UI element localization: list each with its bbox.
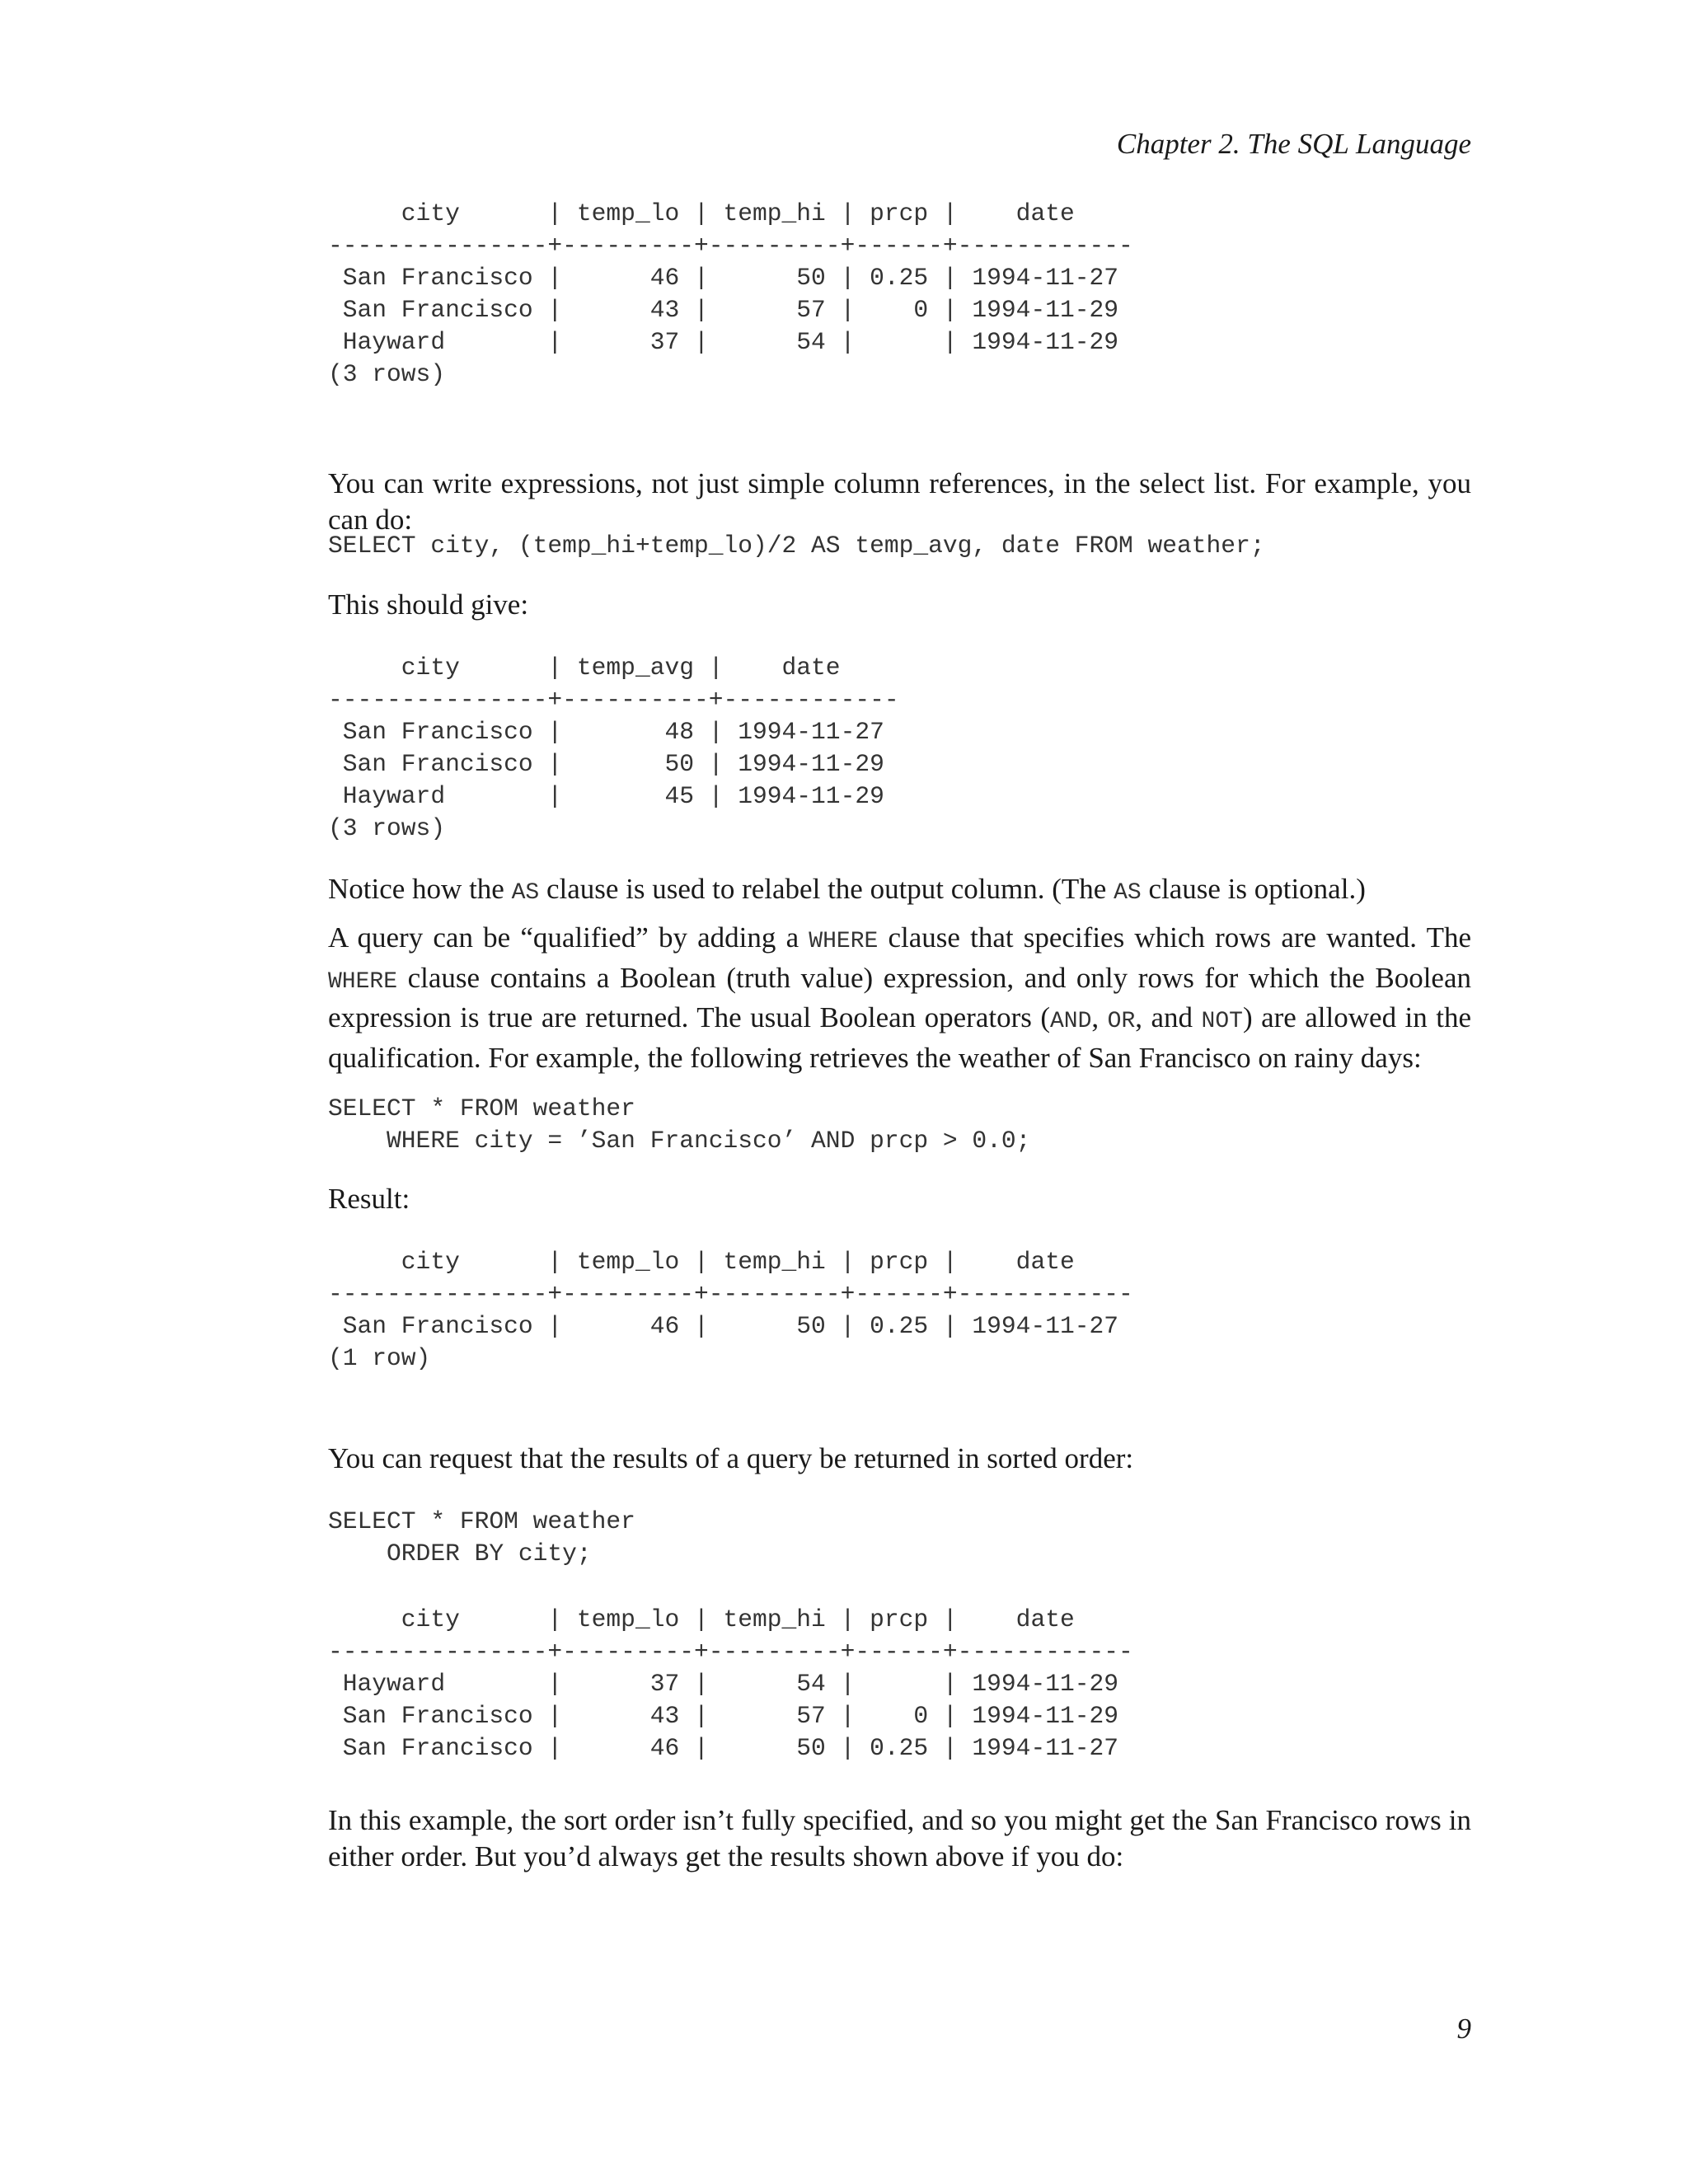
table-line: city | temp_lo | temp_hi | prcp | date bbox=[328, 1605, 1075, 1633]
code-line: SELECT city, (temp_hi+temp_lo)/2 AS temp_avg, date FROM weather; bbox=[328, 532, 1265, 560]
text-run: clause is used to relabel the output column. (The bbox=[539, 873, 1114, 905]
paragraph bbox=[328, 871, 1471, 912]
paragraph bbox=[328, 1802, 1471, 1874]
paragraph bbox=[328, 920, 1471, 1076]
table-line: city | temp_lo | temp_hi | prcp | date bbox=[328, 199, 1075, 227]
table-line: San Francisco | 46 | 50 | 0.25 | 1994-11-27 bbox=[328, 1733, 1118, 1762]
result-table bbox=[328, 198, 1133, 390]
inline-code: NOT bbox=[1201, 1009, 1243, 1034]
table-line: Hayward | 37 | 54 | | 1994-11-29 bbox=[328, 327, 1118, 356]
code-block bbox=[328, 1093, 1030, 1157]
text-run: clause is optional.) bbox=[1141, 873, 1366, 905]
page-number: 9 bbox=[1456, 2013, 1471, 2045]
code-line: SELECT * FROM weather bbox=[328, 1094, 635, 1122]
text-run: Result: bbox=[328, 1183, 410, 1215]
text-run: clause contains a Boolean (truth value) expression, and only rows for which the Boolean expression is true are returned. The usual Boolean operators ( bbox=[328, 961, 1471, 1033]
code-line: WHERE city = ’San Francisco’ AND prcp > 0.0; bbox=[328, 1126, 1031, 1155]
table-line: San Francisco | 43 | 57 | 0 | 1994-11-29 bbox=[328, 295, 1118, 324]
table-line: ---------------+---------+---------+------+------------ bbox=[328, 231, 1133, 260]
text-run: , and bbox=[1135, 1001, 1202, 1033]
table-line: Hayward | 45 | 1994-11-29 bbox=[328, 781, 884, 810]
text-run: A query can be “qualified” by adding a bbox=[328, 921, 809, 954]
inline-code: AS bbox=[1114, 880, 1142, 906]
table-line: city | temp_lo | temp_hi | prcp | date bbox=[328, 1248, 1075, 1276]
text-run: You can request that the results of a query be returned in sorted order: bbox=[328, 1442, 1134, 1474]
table-line: (3 rows) bbox=[328, 813, 446, 842]
text-run: clause that specifies which rows are wanted. The bbox=[878, 921, 1471, 954]
paragraph bbox=[328, 1181, 1471, 1217]
paragraph bbox=[328, 1441, 1471, 1477]
running-header: Chapter 2. The SQL Language bbox=[1116, 128, 1471, 160]
result-table bbox=[328, 652, 899, 844]
table-line: ---------------+---------+---------+------+------------ bbox=[328, 1637, 1133, 1666]
table-line: San Francisco | 46 | 50 | 0.25 | 1994-11-27 bbox=[328, 263, 1118, 292]
table-line: (1 row) bbox=[328, 1343, 431, 1372]
text-run: ) are allowed in the qualification. For example, the following retrieves the weather of San Francisco on rainy days: bbox=[328, 1001, 1471, 1074]
table-line: ---------------+----------+------------ bbox=[328, 685, 899, 714]
inline-code: WHERE bbox=[809, 929, 879, 954]
code-line: ORDER BY city; bbox=[328, 1539, 592, 1568]
result-table bbox=[328, 1604, 1133, 1765]
inline-code: OR bbox=[1107, 1009, 1136, 1034]
table-line: San Francisco | 46 | 50 | 0.25 | 1994-11-27 bbox=[328, 1311, 1118, 1340]
table-line: ---------------+---------+---------+------+------------ bbox=[328, 1279, 1133, 1308]
table-line: San Francisco | 43 | 57 | 0 | 1994-11-29 bbox=[328, 1701, 1118, 1730]
code-line: SELECT * FROM weather bbox=[328, 1507, 635, 1535]
text-run: In this example, the sort order isn’t fully specified, and so you might get the San Francisco rows in either order. But you’d always get the results shown above if you do: bbox=[328, 1804, 1471, 1872]
inline-code: AND bbox=[1050, 1009, 1092, 1034]
table-line: (3 rows) bbox=[328, 359, 446, 388]
table-line: Hayward | 37 | 54 | | 1994-11-29 bbox=[328, 1669, 1118, 1698]
inline-code: AS bbox=[511, 880, 540, 906]
text-run: , bbox=[1091, 1001, 1108, 1033]
table-line: San Francisco | 50 | 1994-11-29 bbox=[328, 749, 884, 778]
text-run: You can write expressions, not just simple column references, in the select list. For example, you can do: bbox=[328, 467, 1471, 536]
table-line: city | temp_avg | date bbox=[328, 654, 841, 682]
text-run: This should give: bbox=[328, 588, 529, 621]
inline-code: WHERE bbox=[328, 968, 398, 995]
paragraph bbox=[328, 587, 1471, 623]
paragraph bbox=[328, 466, 1471, 537]
table-line: San Francisco | 48 | 1994-11-27 bbox=[328, 717, 884, 746]
text-run: Notice how the bbox=[328, 873, 512, 905]
code-block bbox=[328, 1506, 635, 1570]
code-block bbox=[328, 530, 1265, 562]
result-table bbox=[328, 1246, 1133, 1375]
